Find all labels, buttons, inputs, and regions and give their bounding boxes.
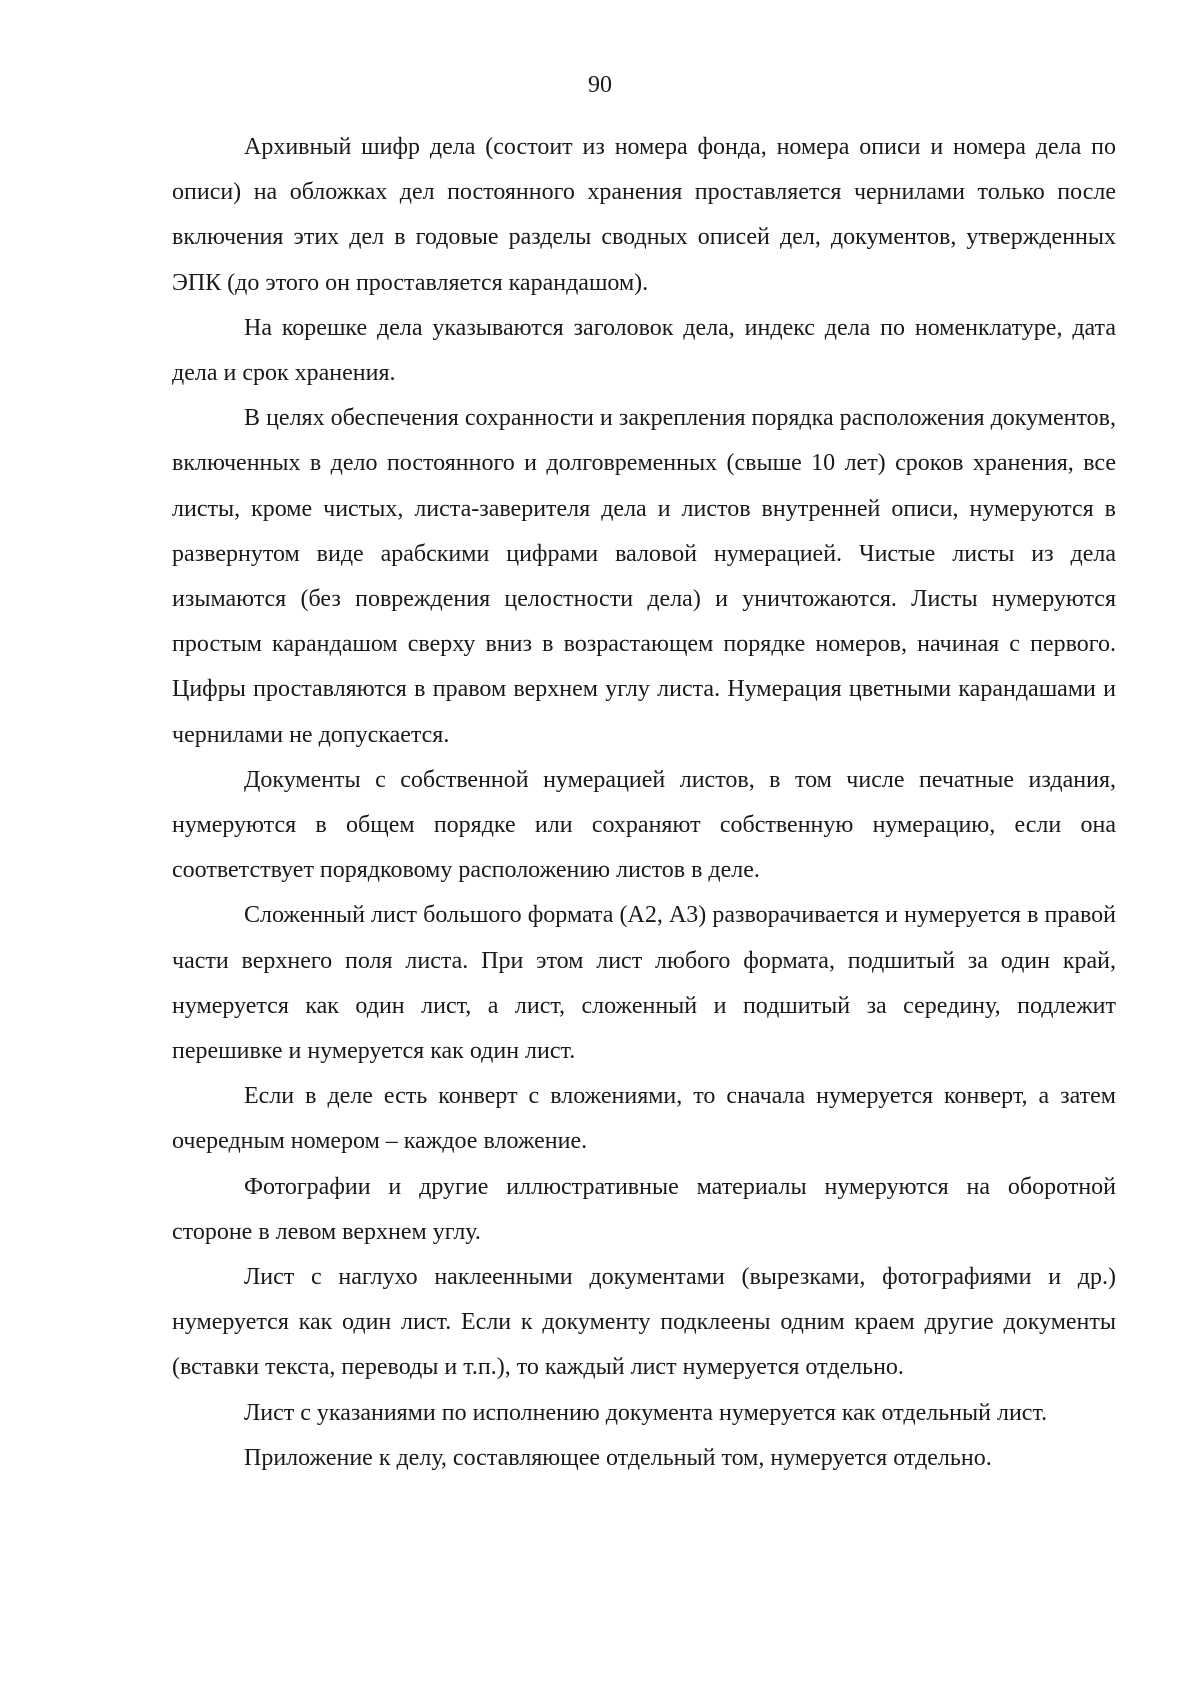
- paragraph-archive-code: Архивный шифр дела (состоит из номера фонда, номера описи и номера дела по описи) на обложках дел постоянного хранения проставляется чернилами только после включения этих дел в годовые разделы сводных описей дел, документов, утвержденных ЭПК (до этого он проставляется карандашом).: [172, 134, 1116, 296]
- paragraph-own-numbering: Документы с собственной нумерацией листов, в том числе печатные издания, нумеруются в общем порядке или сохраняют собственную нумерацию, если она соответствует порядковому расположению листов в деле.: [172, 766, 1116, 884]
- paragraph-instructions-sheet: Лист с указаниями по исполнению документа нумеруется как отдельный лист.: [244, 1399, 1048, 1426]
- paragraph-photographs: Фотографии и другие иллюстративные материалы нумеруются на оборотной стороне в левом верхнем углу.: [172, 1173, 1116, 1245]
- paragraph-folded-sheet: Сложенный лист большого формата (А2, А3) разворачивается и нумеруется в правой части верхнего поля листа. При этом лист любого формата, подшитый за один край, нумеруется как один лист, а лист, сложенный и подшитый за середину, подлежит перешивке и нумеруется как один лист.: [172, 902, 1116, 1065]
- paragraph-glued-documents: Лист с наглухо наклеенными документами (вырезками, фотографиями и др.) нумеруется как один лист. Если к документу подклеены одним краем другие документы (вставки текста, переводы и т.п.), то каждый лист нумеруется отдельно.: [172, 1264, 1116, 1381]
- paragraph-sheet-numbering: В целях обеспечения сохранности и закрепления порядка расположения документов, включенных в дело постоянного и долговременных (свыше 10 лет) сроков хранения, все листы, кроме чистых, листа-заверителя дела и листов внутренней описи, нумеруются в развернутом виде арабскими цифрами валовой нумерацией. Чистые листы из дела изымаются (без повреждения целостности дела) и уничтожаются. Листы нумеруются простым карандашом сверху вниз в возрастающем порядке номеров, начиная с первого. Цифры проставляются в правом верхнем углу листа. Нумерация цветными карандашами и чернилами не допускается.: [172, 405, 1116, 748]
- page-number: 90: [588, 72, 612, 98]
- paragraph-spine: На корешке дела указываются заголовок дела, индекс дела по номенклатуре, дата дела и срок хранения.: [172, 314, 1116, 387]
- paragraph-appendix: Приложение к делу, составляющее отдельный том, нумеруется отдельно.: [244, 1444, 992, 1471]
- paragraph-envelope: Если в деле есть конверт с вложениями, то сначала нумеруется конверт, а затем очередным номером – каждое вложение.: [172, 1083, 1116, 1155]
- document-body: [172, 125, 1116, 1481]
